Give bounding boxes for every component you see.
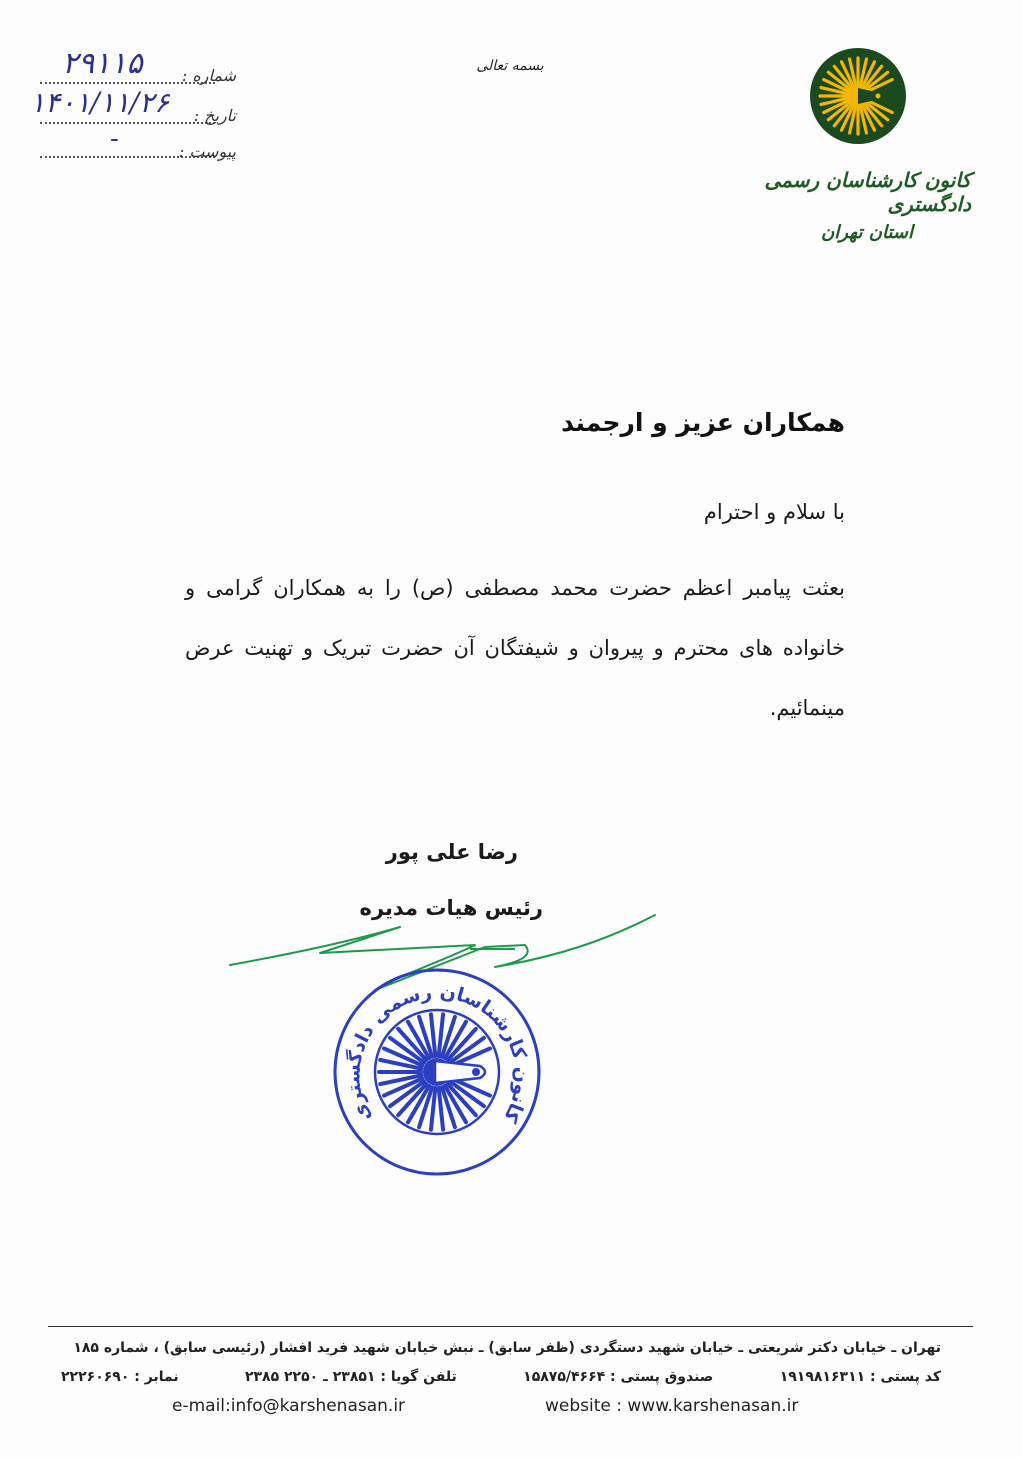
letter-date: ۱۴۰۱/۱۱/۲۶: [30, 86, 170, 119]
invocation-text: بسمه تعالی: [476, 58, 544, 74]
footer-po-box: صندوق پستی : ۱۵۸۷۵/۴۶۶۴: [523, 1369, 714, 1385]
organization-logo: [808, 46, 908, 146]
number-label: شماره :: [181, 66, 236, 85]
date-label: تاریخ :: [193, 106, 236, 125]
footer-address: تهران ـ خیابان دکتر شریعتی ـ خیابان شهید دستگردی (ظفر سابق) ـ نبش خیابان شهید فرید افشار (رئیسی سابق) ، شماره ۱۸۵: [73, 1340, 941, 1356]
attachment-value: -: [110, 124, 121, 154]
letter-greeting: با سلام و احترام: [703, 500, 845, 524]
footer-contacts: [61, 1369, 941, 1385]
footer-website[interactable]: website : www.karshenasan.ir: [545, 1396, 799, 1416]
footer-fax: نمابر : ۲۲۲۶۰۶۹۰: [61, 1369, 179, 1385]
footer-divider: [48, 1326, 973, 1327]
footer-email[interactable]: e-mail:info@karshenasan.ir: [172, 1396, 406, 1416]
dotted-line: [40, 122, 215, 124]
letter-number: ۲۹۱۱۵: [62, 46, 143, 81]
official-stamp: [330, 965, 545, 1180]
footer-postal-code: کد پستی : ۱۹۱۹۸۱۶۳۱۱: [779, 1369, 941, 1385]
attachment-label: پیوست :: [178, 142, 236, 161]
signer-name: رضا علی پور: [385, 840, 518, 864]
organization-name: کانون کارشناسان رسمی دادگستری: [764, 168, 971, 216]
letter-meta: [30, 46, 250, 172]
signer-title: رئیس هیات مدیره: [359, 896, 543, 920]
organization-province: استان تهران: [821, 222, 913, 243]
stamp-ring-text: کانون کارشناسان رسمی دادگستری: [342, 980, 533, 1127]
letter-salutation: همکاران عزیز و ارجمند: [561, 408, 845, 437]
meta-number-row: [30, 46, 250, 88]
letter-body: بعثت پیامبر اعظم حضرت محمد مصطفی (ص) را به همکاران گرامی و خانواده های محترم و پیروان و شیفتگان آن حضرت تبریک و تهنیت عرض مینمائیم.: [185, 576, 845, 720]
footer-phone: تلفن گویا : ۲۳۸۵۱ ـ ۲۲۵۰ ۲۳۸۵: [244, 1369, 457, 1385]
meta-attachment-row: [30, 124, 250, 168]
meta-date-row: [30, 86, 250, 128]
